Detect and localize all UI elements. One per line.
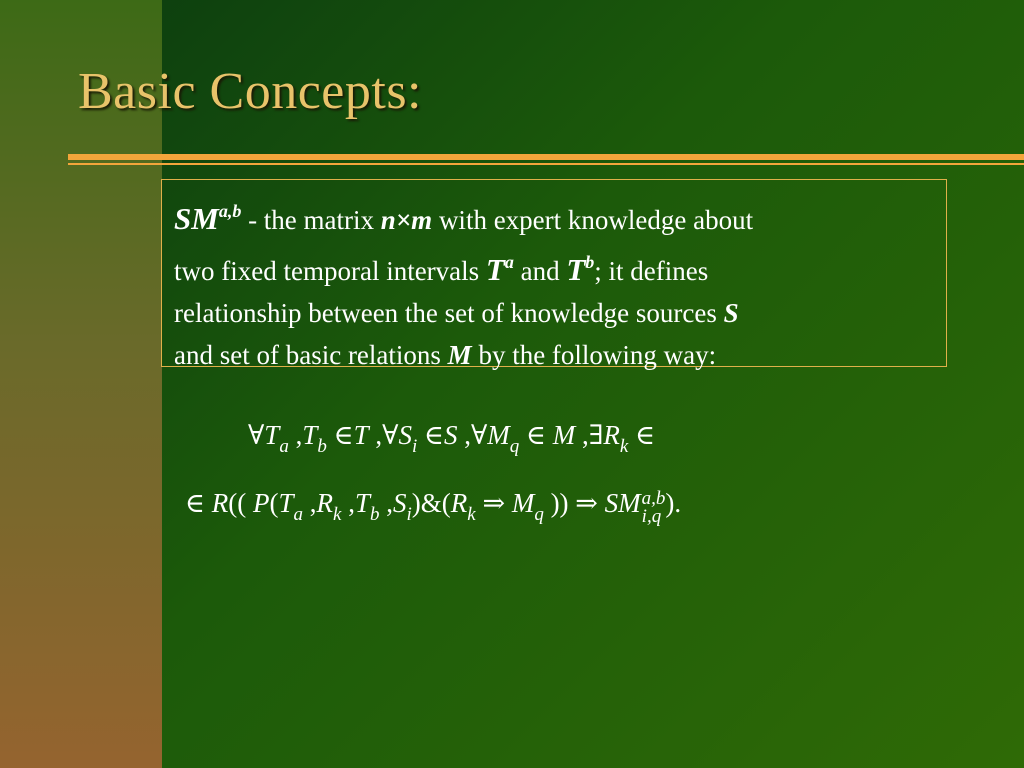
exists-symbol: ,∃ — [575, 420, 604, 450]
formula-var: S — [392, 488, 407, 518]
formula-sep: ,∀ — [368, 420, 399, 450]
definition-line-4 — [174, 334, 934, 376]
implies-symbol: )) ⇒ — [543, 488, 605, 518]
formula-sub: k — [467, 504, 476, 525]
definition-box — [161, 179, 947, 370]
definition-text-5: relationship between the set of knowledge sources — [174, 298, 724, 328]
formula-var: M — [511, 488, 535, 518]
formula-sep: , — [379, 488, 393, 518]
element-of-symbol: ∈ — [417, 420, 444, 450]
formula-line-2 — [185, 488, 681, 526]
formula-var: R — [450, 488, 468, 518]
formula-sub: q — [534, 504, 544, 525]
formula-var: R — [603, 420, 620, 450]
formula-sub: i — [411, 436, 418, 457]
title-rule-thin — [68, 163, 1024, 165]
formula-var: T — [353, 420, 369, 450]
formula-sub: q — [509, 436, 520, 457]
m-symbol: M — [447, 340, 472, 370]
formula-paren: ( — [269, 488, 279, 518]
definition-line-1 — [174, 190, 934, 241]
formula-var: T — [278, 488, 294, 518]
formula-sub: b — [317, 436, 327, 457]
formula-var: T — [354, 488, 370, 518]
implies-symbol: ⇒ — [475, 488, 512, 518]
formula-supsub — [642, 490, 666, 526]
formula-sub: i,q — [641, 506, 662, 527]
element-of-symbol: ∈ — [185, 488, 212, 518]
formula-paren: (( — [228, 488, 253, 518]
s-symbol: S — [723, 298, 739, 328]
sm-symbol: SM — [174, 201, 219, 236]
t-symbol-a: T — [485, 252, 505, 287]
t-symbol-b: T — [566, 252, 586, 287]
formula-var: SM — [604, 488, 641, 518]
definition-text-3: two fixed temporal intervals — [174, 256, 486, 286]
definition-text-6: and set of basic relations — [174, 340, 448, 370]
definition-line-2 — [174, 241, 934, 292]
formula-sup: a,b — [641, 488, 666, 509]
definition-line-3 — [174, 292, 934, 334]
formula-var: S — [443, 420, 458, 450]
element-of-symbol: ∈ — [326, 420, 354, 450]
definition-text-4: ; it defines — [594, 256, 709, 286]
formula-sub: a — [293, 504, 304, 525]
formula-sep: ,∀ — [457, 420, 488, 450]
t-superscript-a: a — [504, 252, 514, 272]
sm-superscript: a,b — [218, 201, 242, 221]
formula-sub: k — [619, 436, 629, 457]
formula-sep: , — [341, 488, 355, 518]
formula-var: R — [316, 488, 334, 518]
formula-var: T — [302, 420, 318, 450]
formula-and: )&( — [411, 488, 451, 518]
formula-sep: , — [303, 488, 317, 518]
element-of-symbol: ∈ — [628, 420, 656, 450]
formula-line-1 — [248, 420, 655, 458]
element-of-symbol: ∈ — [519, 420, 553, 450]
definition-text-2: with expert knowledge about — [432, 205, 754, 235]
forall-symbol: ∀ — [248, 420, 265, 450]
formula-var: M — [487, 420, 510, 450]
formula-sub: i — [406, 504, 412, 525]
formula-paren: ). — [665, 488, 682, 518]
formula-sep: , — [288, 420, 303, 450]
slide-title: Basic Concepts: — [78, 63, 423, 120]
formula-var: M — [552, 420, 576, 450]
formula-var: P — [252, 488, 270, 518]
matrix-size: n×m — [380, 205, 433, 235]
title-rule-thick — [68, 154, 1024, 160]
formula-sub: k — [333, 504, 342, 525]
and-word: and — [513, 256, 567, 286]
t-superscript-b: b — [585, 252, 595, 272]
formula-var: T — [264, 420, 280, 450]
formula-sub: a — [279, 436, 289, 457]
formula-var: R — [211, 488, 229, 518]
formula-sub: b — [369, 504, 380, 525]
formula-var: S — [398, 420, 412, 450]
definition-text-7: by the following way: — [471, 340, 717, 370]
definition-text-1: - the matrix — [241, 205, 381, 235]
